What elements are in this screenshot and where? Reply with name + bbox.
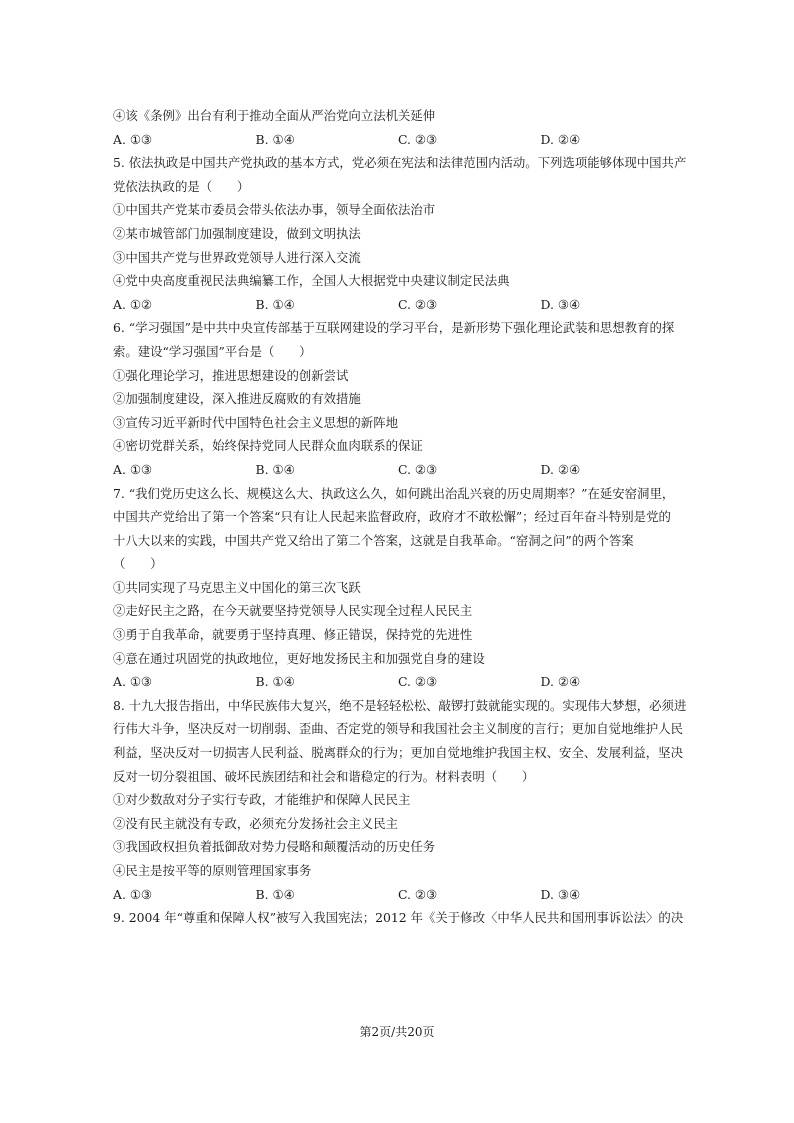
- page-content: [113, 104, 688, 930]
- option-a: A. ①③: [113, 674, 153, 690]
- option-d: D. ②④: [540, 131, 581, 147]
- option-b: B. ①④: [255, 886, 295, 902]
- answer-options: [113, 670, 688, 694]
- statement-item: ①对少数敌对分子实行专政，才能维护和保障人民民主: [113, 792, 411, 808]
- question-stem-line: 9. 2004 年“尊重和保障人权”被写入我国宪法；2012 年《关于修改〈中华人民共和国刑事诉讼法〉的决: [113, 910, 684, 926]
- answer-options: [113, 458, 688, 482]
- option-a: A. ①③: [113, 461, 153, 477]
- option-d: D. ②④: [540, 461, 581, 477]
- answer-options: [113, 293, 688, 317]
- question-6: [113, 316, 688, 481]
- statement-item: ④密切党群关系，始终保持党同人民群众血肉联系的保证: [113, 438, 423, 454]
- statement-item: ③宣传习近平新时代中国特色社会主义思想的新阵地: [113, 414, 398, 430]
- statement-item: ①共同实现了马克思主义中国化的第三次飞跃: [113, 579, 361, 595]
- question-stem-line: 7. “我们党历史这么长、规模这么大、执政这么久，如何跳出治乱兴衰的历史周期率？”在延安窑洞里，: [113, 485, 675, 501]
- question-7: [113, 482, 688, 694]
- statement-item: ②没有民主就没有专政，必须充分发扬社会主义民主: [113, 815, 398, 831]
- option-b: B. ①④: [255, 674, 295, 690]
- question-stem-line: 8. 十九大报告指出，中华民族伟大复兴，绝不是轻轻松松、敲锣打鼓就能实现的。实现伟大梦想，必须进: [113, 697, 687, 713]
- option-a: A. ①③: [113, 131, 153, 147]
- question-stem-line: （ ）: [113, 556, 163, 572]
- option-a: A. ①③: [113, 886, 153, 902]
- statement-item: ②走好民主之路，在今天就要坚持党领导人民实现全过程人民民主: [113, 603, 473, 619]
- option-a: A. ①②: [113, 296, 153, 312]
- question-8: [113, 694, 688, 906]
- option-b: B. ①④: [255, 296, 295, 312]
- option-d: D. ③④: [540, 886, 581, 902]
- statement-item: ①强化理论学习，推进思想建设的创新尝试: [113, 367, 349, 383]
- question-9: [113, 906, 688, 930]
- answer-options: [113, 883, 688, 907]
- option-b: B. ①④: [255, 461, 295, 477]
- question-stem-line: 利益，坚决反对一切损害人民利益、脱离群众的行为；更加自觉地维护我国主权、安全、发展利益，坚决: [113, 745, 683, 761]
- question-stem-line: 党依法执政的是（ ）: [113, 178, 250, 194]
- question-stem-line: 反对一切分裂祖国、破坏民族团结和社会和谐稳定的行为。材料表明（ ）: [113, 768, 535, 784]
- option-d: D. ②④: [540, 674, 581, 690]
- option-c: C. ②③: [398, 461, 438, 477]
- option-c: C. ②③: [398, 296, 438, 312]
- continued-options: [113, 128, 688, 152]
- question-stem-line: 索。建设“学习强国”平台是（ ）: [113, 343, 312, 359]
- statement-item: ③中国共产党与世界政党领导人进行深入交流: [113, 249, 361, 265]
- statement-item: ④党中央高度重视民法典编纂工作，全国人大根据党中央建议制定民法典: [113, 273, 510, 289]
- option-b: B. ①④: [255, 131, 295, 147]
- statement-item: ④意在通过巩固党的执政地位，更好地发扬民主和加强党自身的建设: [113, 650, 485, 666]
- option-c: C. ②③: [398, 674, 438, 690]
- question-stem-line: 十八大以来的实践，中国共产党又给出了第二个答案，这就是自我革命。“窑洞之问”的两个答案: [113, 532, 634, 548]
- statement-item: ②某市城管部门加强制度建设，做到文明执法: [113, 225, 361, 241]
- statement-item: ③我国政权担负着抵御敌对势力侵略和颠覆活动的历史任务: [113, 839, 436, 855]
- page-footer: 第2页/共20页: [359, 1025, 435, 1039]
- statement-item: ②加强制度建设，深入推进反腐败的有效措施: [113, 391, 361, 407]
- question-stem-line: 中国共产党给出了第一个答案“只有让人民起来监督政府，政府才不敢松懈”；经过百年奋斗特别是党的: [113, 509, 671, 525]
- statement-item: ①中国共产党某市委员会带头依法办事，领导全面依法治市: [113, 202, 436, 218]
- continued-item: ④该《条例》出台有利于推动全面从严治党向立法机关延伸: [113, 108, 436, 123]
- question-stem-line: 6. “学习强国”是中共中央宣传部基于互联网建设的学习平台，是新形势下强化理论武装和思想教育的探: [113, 320, 675, 336]
- option-c: C. ②③: [398, 131, 438, 147]
- question-stem-line: 5. 依法执政是中国共产党执政的基本方式，党必须在宪法和法律范围内活动。下列选项能够体现中国共产: [113, 155, 687, 171]
- statement-item: ④民主是按平等的原则管理国家事务: [113, 863, 312, 878]
- question-5: [113, 151, 688, 316]
- statement-item: ③勇于自我革命，就要勇于坚持真理、修正错误，保持党的先进性: [113, 627, 473, 643]
- option-d: D. ③④: [540, 296, 581, 312]
- question-stem-line: 行伟大斗争，坚决反对一切削弱、歪曲、否定党的领导和我国社会主义制度的言行；更加自觉地维护人民: [113, 721, 683, 737]
- option-c: C. ②③: [398, 886, 438, 902]
